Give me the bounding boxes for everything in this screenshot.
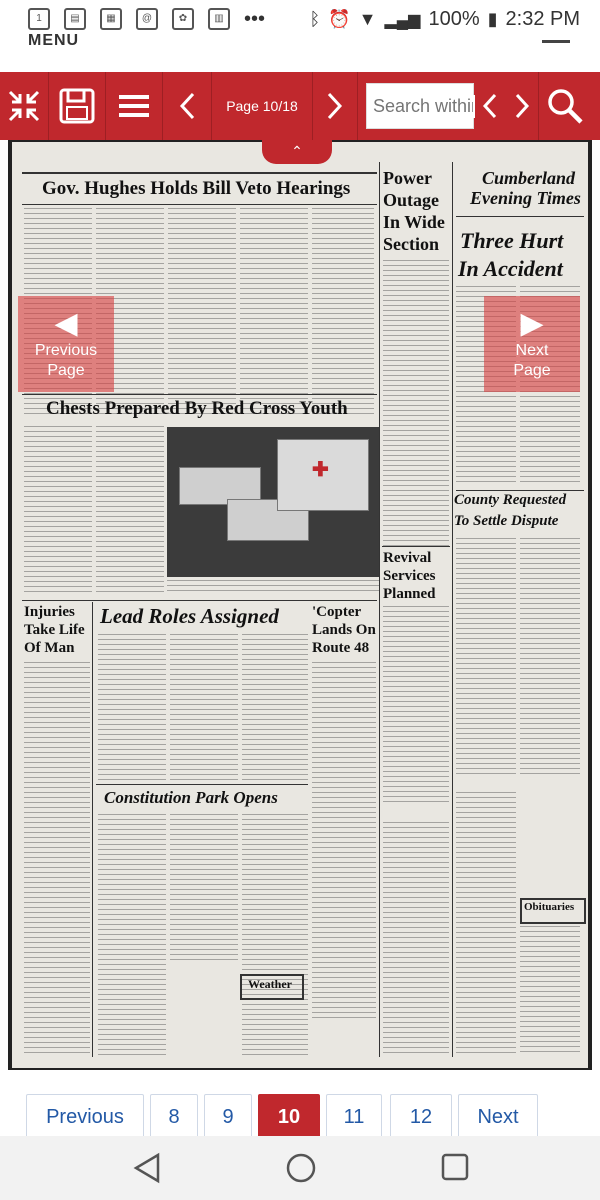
search-field[interactable] bbox=[366, 83, 474, 129]
search-icon bbox=[546, 87, 584, 125]
next-overlay-label-2: Page bbox=[513, 362, 551, 379]
headline-chests: Chests Prepared By Red Cross Youth bbox=[46, 398, 348, 419]
arrow-left-icon: ◀ bbox=[54, 307, 78, 340]
alarm-icon: ⏰ bbox=[328, 9, 351, 29]
menu-hint: MENU bbox=[28, 32, 80, 48]
search-input[interactable] bbox=[367, 95, 475, 118]
headline-copter-1: 'Copter bbox=[312, 604, 362, 620]
email-icon: @ bbox=[136, 8, 158, 30]
wifi-icon: ▼ bbox=[358, 9, 377, 29]
viewer-toolbar bbox=[0, 72, 600, 140]
next-page-overlay[interactable] bbox=[484, 296, 580, 392]
pagination-next-button[interactable]: Next bbox=[458, 1094, 538, 1140]
page-indicator: Page 10/18 bbox=[212, 72, 313, 140]
search-button[interactable] bbox=[539, 72, 591, 140]
headline-three-hurt-2: In Accident bbox=[458, 256, 563, 281]
recents-square-icon bbox=[440, 1152, 470, 1182]
previous-overlay-label-2: Page bbox=[47, 362, 85, 379]
chevron-left-icon bbox=[482, 92, 498, 120]
grid-icon: ▦ bbox=[100, 8, 122, 30]
headline-revival-2: Services bbox=[383, 568, 436, 584]
pagination-page-8[interactable]: 8 bbox=[150, 1094, 198, 1140]
menu-button[interactable] bbox=[106, 72, 163, 140]
headline-injuries-2: Take Life bbox=[24, 622, 85, 638]
menu-icon bbox=[119, 93, 149, 119]
headline-power-2: Outage bbox=[383, 190, 439, 210]
home-button[interactable] bbox=[285, 1152, 317, 1189]
headline-revival-3: Planned bbox=[383, 586, 436, 602]
arrow-right-icon: ▶ bbox=[520, 307, 544, 340]
hamburger-hint-icon bbox=[542, 40, 570, 43]
chevron-right-icon bbox=[326, 91, 344, 121]
nbc-news-icon: ✿ bbox=[172, 8, 194, 30]
page-viewer[interactable] bbox=[8, 140, 592, 1070]
headline-constitution: Constitution Park Opens bbox=[104, 788, 278, 807]
status-bar bbox=[0, 0, 600, 40]
chevron-left-icon bbox=[178, 91, 196, 121]
masthead-line-2: Evening Times bbox=[470, 188, 581, 208]
next-page-button[interactable] bbox=[313, 72, 358, 140]
clock: 2:32 PM bbox=[505, 8, 580, 30]
signal-icon: ▂▄▆ bbox=[384, 11, 421, 29]
headline-three-hurt-1: Three Hurt bbox=[460, 228, 564, 253]
back-triangle-icon bbox=[132, 1152, 162, 1184]
newspaper-page-image bbox=[12, 142, 588, 1068]
search-prev-button[interactable] bbox=[474, 72, 506, 140]
masthead-line-1: Cumberland bbox=[482, 168, 576, 188]
headline-copter-3: Route 48 bbox=[312, 640, 370, 656]
headline-revival-1: Revival bbox=[383, 550, 432, 566]
prev-page-button[interactable] bbox=[163, 72, 212, 140]
headline-lead-roles: Lead Roles Assigned bbox=[100, 604, 279, 628]
home-circle-icon bbox=[285, 1152, 317, 1184]
battery-icon: ▮ bbox=[487, 9, 498, 29]
headline-injuries-3: Of Man bbox=[24, 640, 75, 656]
pagination-page-12[interactable]: 12 bbox=[390, 1094, 452, 1140]
headline-copter-2: Lands On bbox=[312, 622, 376, 638]
chevron-right-icon bbox=[514, 92, 530, 120]
recents-button[interactable] bbox=[440, 1152, 470, 1187]
headline-power-3: In Wide bbox=[383, 212, 445, 232]
headline-county-1: County Requested bbox=[454, 492, 567, 508]
collapse-toolbar-button[interactable] bbox=[262, 140, 332, 164]
headline-power-4: Section bbox=[383, 234, 439, 254]
pagination-page-10-current[interactable]: 10 bbox=[258, 1094, 320, 1140]
search-next-button[interactable] bbox=[506, 72, 539, 140]
newspaper-icon: ▤ bbox=[64, 8, 86, 30]
headline-county-2: To Settle Dispute bbox=[454, 513, 559, 529]
chevron-up-double-icon: ⌃ bbox=[291, 143, 303, 159]
pagination-page-9[interactable]: 9 bbox=[204, 1094, 252, 1140]
pagination-previous-button[interactable]: Previous bbox=[26, 1094, 144, 1140]
system-nav-bar bbox=[0, 1136, 600, 1200]
bluetooth-icon: ᛒ bbox=[309, 9, 321, 29]
notification-icons bbox=[28, 8, 265, 31]
previous-overlay-label-1: Previous bbox=[34, 342, 98, 359]
fullscreen-button[interactable] bbox=[0, 72, 49, 140]
next-overlay-label-1: Next bbox=[515, 342, 549, 359]
more-icon: ••• bbox=[244, 8, 266, 30]
previous-page-overlay[interactable] bbox=[18, 296, 114, 392]
pagination bbox=[0, 1086, 600, 1132]
headline-power-1: Power bbox=[383, 168, 432, 188]
headline-veto: Gov. Hughes Holds Bill Veto Hearings bbox=[42, 178, 351, 199]
back-button[interactable] bbox=[132, 1152, 162, 1189]
pagination-page-11[interactable]: 11 bbox=[326, 1094, 382, 1140]
battery-percent: 100% bbox=[428, 8, 480, 30]
headline-obituaries: Obituaries bbox=[524, 901, 575, 913]
sim-icon: 1 bbox=[28, 8, 50, 30]
save-button[interactable] bbox=[49, 72, 106, 140]
save-icon bbox=[58, 87, 96, 125]
calendar-icon: ▥ bbox=[208, 8, 230, 30]
headline-injuries-1: Injuries bbox=[24, 604, 75, 620]
fullscreen-icon bbox=[6, 88, 42, 124]
red-cross-photo: ✚ bbox=[167, 427, 379, 577]
headline-weather: Weather bbox=[248, 977, 292, 991]
